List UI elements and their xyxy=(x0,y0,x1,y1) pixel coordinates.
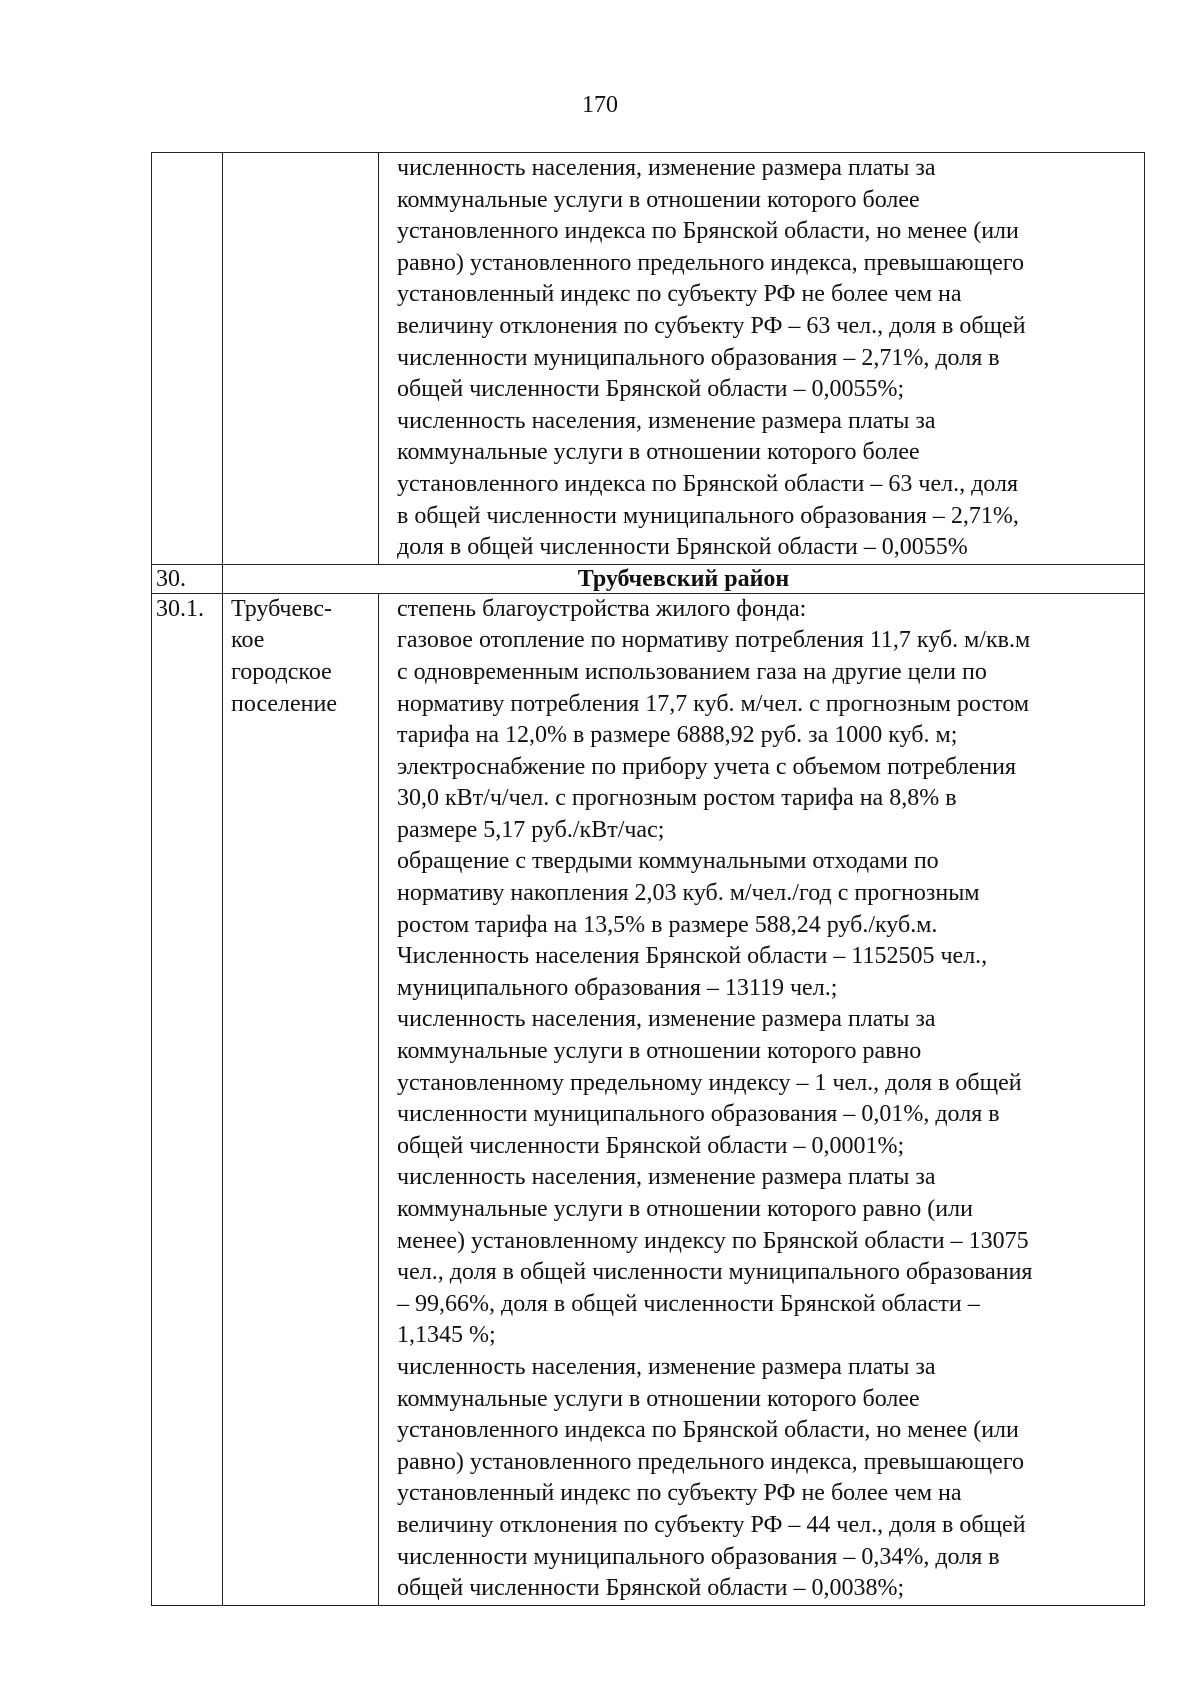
text-line: общей численности Брянской области – 0,0001%; xyxy=(397,1132,905,1159)
table-row-section xyxy=(152,564,1145,593)
text-line: общей численности Брянской области – 0,0055%; xyxy=(397,376,905,403)
text-line: численности муниципального образования – 0,01%, доля в xyxy=(397,1101,1000,1128)
text-line: чел., доля в общей численности муниципального образования xyxy=(397,1259,1033,1286)
text-line: Трубчевс- xyxy=(231,595,332,622)
text-line: коммунальные услуги в отношении которого более xyxy=(397,1385,920,1412)
text-line: численности муниципального образования – 0,34%, доля в xyxy=(397,1543,1000,1570)
text-line: электроснабжение по прибору учета с объемом потребления xyxy=(397,753,1016,780)
text-line: размере 5,17 руб./кВт/час; xyxy=(397,816,665,843)
text-line: менее) установленному индексу по Брянской области – 13075 xyxy=(397,1227,1029,1254)
table-row-continuation xyxy=(152,153,1145,565)
text-line: 1,1345 %; xyxy=(397,1322,496,1349)
text-line: нормативу потребления 17,7 куб. м/чел. с прогнозным ростом xyxy=(397,690,1030,717)
text-line: – 99,66%, доля в общей численности Брянской области – xyxy=(397,1290,980,1317)
municipality-name-cell xyxy=(223,153,379,565)
text-line: в общей численности муниципального образования – 2,71%, xyxy=(397,502,1019,529)
text-line: численность населения, изменение размера платы за xyxy=(397,407,936,434)
text-line: доля в общей численности Брянской области – 0,0055% xyxy=(397,534,968,561)
document-table xyxy=(151,152,1145,1606)
text-line: установленного индекса по Брянской области – 63 чел., доля xyxy=(397,470,1018,497)
text-line: численности муниципального образования – 2,71%, доля в xyxy=(397,344,1000,371)
description-cell xyxy=(379,593,1145,1605)
text-line: коммунальные услуги в отношении которого равно (или xyxy=(397,1196,973,1222)
text-line: городское xyxy=(231,658,332,685)
text-line: величину отклонения по субъекту РФ – 44 чел., доля в общей xyxy=(397,1511,1026,1538)
text-line: коммунальные услуги в отношении которого равно xyxy=(397,1038,922,1065)
text-line: равно) установленного предельного индекса, превышающего xyxy=(397,1448,1024,1475)
text-line: нормативу накопления 2,03 куб. м/чел./год с прогнозным xyxy=(397,880,980,907)
text-line: общей численности Брянской области – 0,0038%; xyxy=(397,1575,905,1602)
text-line: поселение xyxy=(231,690,338,717)
municipality-name-cell xyxy=(223,593,379,1605)
text-line: равно) установленного предельного индекса, превышающего xyxy=(397,249,1024,276)
text-line: 30,0 кВт/ч/чел. с прогнозным ростом тарифа на 8,8% в xyxy=(397,785,957,812)
text-line: установленному предельному индексу – 1 чел., доля в общей xyxy=(397,1069,1022,1096)
text-line: численность населения, изменение размера платы за xyxy=(397,1164,936,1191)
text-line: коммунальные услуги в отношении которого более xyxy=(397,439,920,466)
text-line: установленный индекс по субъекту РФ не более чем на xyxy=(397,1480,962,1507)
text-line: газовое отопление по нормативу потребления 11,7 куб. м/кв.м xyxy=(397,627,1031,654)
text-line: Численность населения Брянской области – 1152505 чел., xyxy=(397,943,988,970)
text-line: величину отклонения по субъекту РФ – 63 чел., доля в общей xyxy=(397,312,1026,339)
text-line: муниципального образования – 13119 чел.; xyxy=(397,974,838,1001)
row-number-cell xyxy=(152,153,223,565)
text-line: тарифа на 12,0% в размере 6888,92 руб. за 1000 куб. м; xyxy=(397,722,958,749)
text-line: установленного индекса по Брянской области, но менее (или xyxy=(397,218,1019,245)
text-line: кое xyxy=(231,627,265,654)
text-line: установленного индекса по Брянской области, но менее (или xyxy=(397,1417,1019,1444)
text-line: степень благоустройства жилого фонда: xyxy=(397,595,807,622)
table-row-entry xyxy=(152,593,1145,1605)
section-number-cell: 30. xyxy=(152,564,223,593)
text-line: с одновременным использованием газа на другие цели по xyxy=(397,658,987,685)
text-line: численность населения, изменение размера платы за xyxy=(397,1353,936,1380)
text-line: установленный индекс по субъекту РФ не более чем на xyxy=(397,281,962,308)
page-number: 170 xyxy=(582,92,618,118)
text-line: обращение с твердыми коммунальными отходами по xyxy=(397,848,939,875)
text-line: ростом тарифа на 13,5% в размере 588,24 руб./куб.м. xyxy=(397,911,938,938)
text-line: численность населения, изменение размера платы за xyxy=(397,155,936,181)
text-line: коммунальные услуги в отношении которого более xyxy=(397,186,920,213)
description-cell xyxy=(379,153,1145,565)
text-line: численность населения, изменение размера платы за xyxy=(397,1006,936,1033)
section-title-cell: Трубчевский район xyxy=(223,564,1145,593)
row-number-cell: 30.1. xyxy=(152,593,223,1605)
